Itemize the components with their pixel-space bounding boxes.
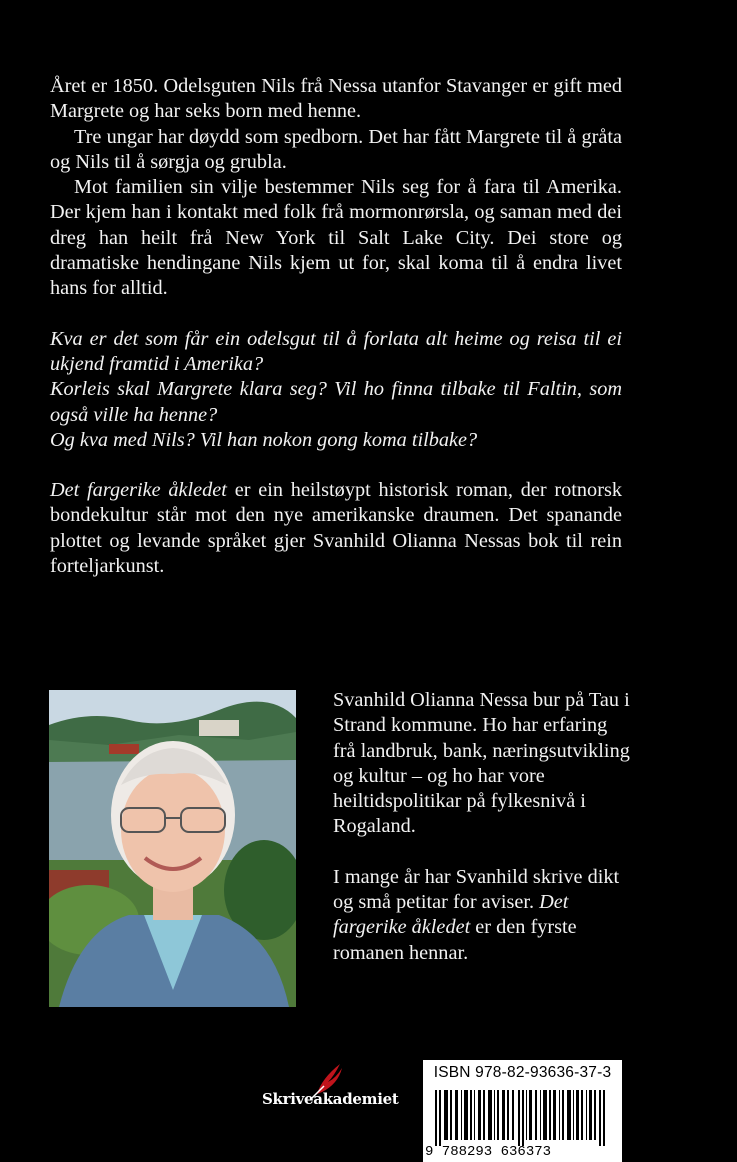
blurb-paragraph-1: Året er 1850. Odelsguten Nils frå Nessa utanfor Stavanger er gift med Margrete og har seks born med henne. [50, 75, 622, 123]
author-bio [333, 688, 633, 966]
author-bio-paragraph-2 [333, 865, 633, 966]
publisher-name: Skriveakademiet [262, 1090, 399, 1108]
blurb-question-2: Korleis skal Margrete klara seg? Vil ho finna tilbake til Faltin, som også ville ha henne? [50, 378, 622, 426]
isbn-number: ISBN 978-82-93636-37-3 [433, 1064, 612, 1081]
book-title: Det fargerike åkledet [50, 479, 227, 502]
blurb-paragraph-3: Mot familien sin vilje bestemmer Nils seg for å fara til Amerika. Der kjem han i kontakt med folk frå mormonrørsla, og saman med dei dreg han heilt frå New York til Salt Lake City. Dei store og dramatiske hendingane Nils kjem ut for, skal koma til å endra livet hans for alltid. [50, 176, 622, 300]
blurb-paragraph-4-text: er ein heilstøypt historisk roman, der rotnorsk bondekultur står mot den nye amerikanske draumen. Det spanande plottet og levande språket gjer Svanhild Olianna Nessas bok til rein forteljarkunst. [50, 479, 622, 578]
author-bio-text-end: er den fyrste romanen hennar. [333, 916, 577, 964]
blurb-paragraph-2: Tre ungar har døydd som spedborn. Det har fått Margrete til å gråta og Nils til å sørgja og grubla. [50, 125, 622, 173]
author-book-title: Det fargerike åkledet [333, 891, 569, 939]
blurb-question-3: Og kva med Nils? Vil han nokon gong koma tilbake? [50, 428, 478, 451]
blurb-paragraph-4 [50, 478, 622, 579]
author-photo [49, 690, 296, 1007]
barcode-bars [435, 1090, 611, 1146]
author-bio-paragraph-1: Svanhild Olianna Nessa bur på Tau i Strand kommune. Ho har erfaring frå landbruk, bank, næringsutvikling og kultur – og ho har vore heiltidspolitikar på fylkesnivå i Rogaland. [333, 689, 630, 838]
author-bio-text-start: I mange år har Svanhild skrive dikt og små petitar for aviser. [333, 865, 620, 914]
isbn-barcode [423, 1060, 622, 1162]
back-cover-blurb [50, 74, 622, 579]
blurb-question-1: Kva er det som får ein odelsgut til å forlata alt heime og reisa til ei ukjend framtid i Amerika? [50, 327, 622, 375]
barcode-digits: 9 788293 636373 [425, 1144, 552, 1160]
publisher-logo [262, 1060, 399, 1120]
